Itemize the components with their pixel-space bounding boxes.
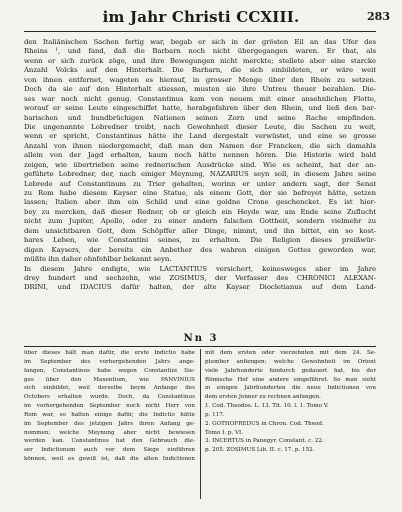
text-line: wenn er sich zurück zöge, und ihre Bewegungen nicht merckte; stellete aber eine starcke (24, 56, 376, 65)
text-line: bey zu mercken, daß dieser Redner, ob er gleich ein Heyde war, am Ende seine Zuflucht (24, 207, 376, 216)
footnote-line: im September des jetzigen Jahrs ihren Anfang ge- (24, 420, 195, 427)
text-line: wenn er spricht, Constantinus hätte ihr Land dergestalt verwüstet, und eine so grosse (24, 132, 376, 141)
text-line: müßte ihn daher ohnfehlbar bekannt seyn. (24, 255, 172, 264)
footnote-references (205, 402, 376, 455)
text-line: zu Rom habe diesem Kayser eine Statue, als einem Gott, der sie befreyet hätte, setzen (24, 189, 376, 197)
footnote-reference: p. 205. ZOSIMUS Lib. II. c. 17. p. 152. (205, 447, 315, 454)
footnote-line: Rom war, so halten einige dafür, die Indictio hätte (24, 411, 195, 418)
running-head (0, 8, 402, 28)
text-line: den Italiänischen Sachen fertig war, begab er sich in der grösten Eil an das Ufer des (24, 38, 376, 46)
footnote-continuation (205, 349, 376, 402)
text-line: barischen und bundbrüchigen Nationen seinen Zorn und seine Rache empfinden. (24, 113, 376, 122)
text-line: Anzahl von ihnen niedergemacht, daß man den Namen der Francken, die sich damahls (24, 141, 376, 150)
text-line: Rheins ¹, und fand, daß die Barbarn noch nicht übergegangen waren. Er that, als (24, 47, 376, 56)
text-line: allein von der Jagd erhalten, kaum noch hätte nennen hören. Die Historie wird bald (24, 151, 376, 160)
text-line: Die ungenannte Lobredner treibt, nach Gewohnheit dieser Leute, die Sachen zu weit, (24, 122, 376, 131)
text-line: Doch da sie auf den Hinterhalt stiessen, musten sie ihre Untreu theuer bezahlen. Die- (24, 85, 376, 94)
text-line: digen Kaysers, der bereits ein Anbether des wahren einigen Gottes geworden war, (24, 245, 376, 254)
footnote-line: Octobers erhalten wurde. Doch, da Constantinus (24, 394, 195, 401)
footnote-line: im September des vorhergehenden Jahrs ange- (24, 358, 195, 365)
main-body-text (24, 38, 376, 293)
footnote-left-column (24, 349, 195, 464)
text-line: dem unsichtbaren Gott, dem Schöpffer aller Dinge, nimmt, und ihn bittet, ein so kost- (24, 226, 376, 235)
text-line: Lobrede auf Constantinum zu Trier gehalten, worinn er unter andern sagt, der Senat (24, 179, 376, 188)
footnote-line: ptember anfiengen: welche Gewohnheit im Orient (205, 358, 376, 365)
text-line: drey hundert und sechzehn, wie ZOSIMUS, der Verfasser des CHRONICI ALEXAN- (24, 273, 376, 282)
text-line: von ihnen entfernet, wageten es hierauf, in grosser Menge über den Rhein zu setzen. (24, 75, 376, 84)
footnote-reference: 2. GOTHOFREDUS in Chron. Cod. Theod. (205, 420, 324, 427)
text-line: ses war noch nicht genug. Constantinus kam von neuem mit einer ansehnlichen Flotte, (24, 94, 376, 103)
footnote-line: sich einbildet, weil derselbe beym Anfange des (24, 385, 195, 392)
footnote-line: über dieses hält man dafür, die erste Indictio habe (24, 350, 195, 356)
footnote-reference: p. 117. (205, 411, 225, 418)
footnote-line: können, weil es gewiß ist, daß die alten Indictionen (24, 456, 195, 463)
column-divider (200, 349, 201, 499)
footnote-line: werden kan. Constantinus hat den Gebrauch die- (24, 438, 195, 445)
header-rule (24, 31, 376, 32)
text-line: DRINI, und IDACIUS dafür halten, der alte Kayser Diocletianus auf dem Land- (24, 283, 376, 292)
footnote-line: fangen, Constantinus habe wegen Constantini Sie- (24, 367, 195, 374)
footnote-line: nommen; welche Meynung aber nicht bewiesen (24, 429, 195, 436)
footnote-line: im vorhergehenden September noch nicht Herr von (24, 403, 195, 410)
footnote-reference: Tomo I. p. VI. (205, 429, 244, 436)
running-title: im Jahr Christi CCXIII. (102, 8, 300, 26)
footnote-reference: 3. INCERTUS in Panegyr. Constant. c. 22. (205, 438, 324, 445)
footnote-rule (24, 346, 376, 347)
text-line: Anzahl Volcks auf den Hinterhalt. Die Barbarn, die sich einbildeten, er wäre weit (24, 66, 376, 75)
footnote-line: ges über den Maxentium, wie PANVINIUS (24, 376, 195, 383)
text-line: worauf er seine Leute eingeschiffet hatte, herabgefahren über den Rhein, und ließ den bar- (24, 104, 376, 113)
text-line: bares Leben, wie Constantini seines, zu erhalten. Die Religion dieses preißwür- (24, 236, 376, 245)
text-line: nicht zum Jupiter, Apollo, oder zu einer andern falschen Gottheit, sondern vielmehr zu (24, 217, 376, 226)
footnote-line: ser Indictionum auch vor dem Siege einführen (24, 447, 195, 454)
signature-mark: Nn 3 (183, 333, 219, 344)
page-number: 283 (367, 10, 390, 23)
text-line: In diesem Jahre endigte, wie LACTANTIUS versichert, keinesweges aber im Jahre (24, 264, 376, 273)
text-line: geführte Lobredner, der, nach einiger Meynung, NAZARIUS seyn soll, in diesem Jahre seine (24, 170, 376, 179)
footnote-line: dem ersten Jenner zu rechnen anfangen. (205, 394, 321, 401)
text-line: lassen; Italien aber ihm ein Schild und eine goldne Crone geschencket. Es ist hier- (24, 198, 376, 207)
footnote-right-column (205, 349, 376, 455)
footnote-reference: 1. Cod. Theodos. L. 13. Tit. 10. l. 1. Tomo V. (205, 403, 329, 410)
footnote-line: viele Jahrhunderte hindurch gedauert hat, bis der (205, 367, 376, 374)
footnote-line: in einigen Jahrhunderten die neue Indictionen von (205, 385, 376, 392)
text-line: zeigen, wie übertrieben seine rednerischen Ausdrücke sind. Wie es scheint, hat der an- (24, 160, 376, 169)
footnote-line: Römische Hof eine andere eingeführet. So man sieht (205, 376, 376, 383)
footnote-line: mit dem ersten oder vierzehnten mit dem 24. Se- (205, 350, 376, 356)
footnote-area (24, 349, 376, 499)
